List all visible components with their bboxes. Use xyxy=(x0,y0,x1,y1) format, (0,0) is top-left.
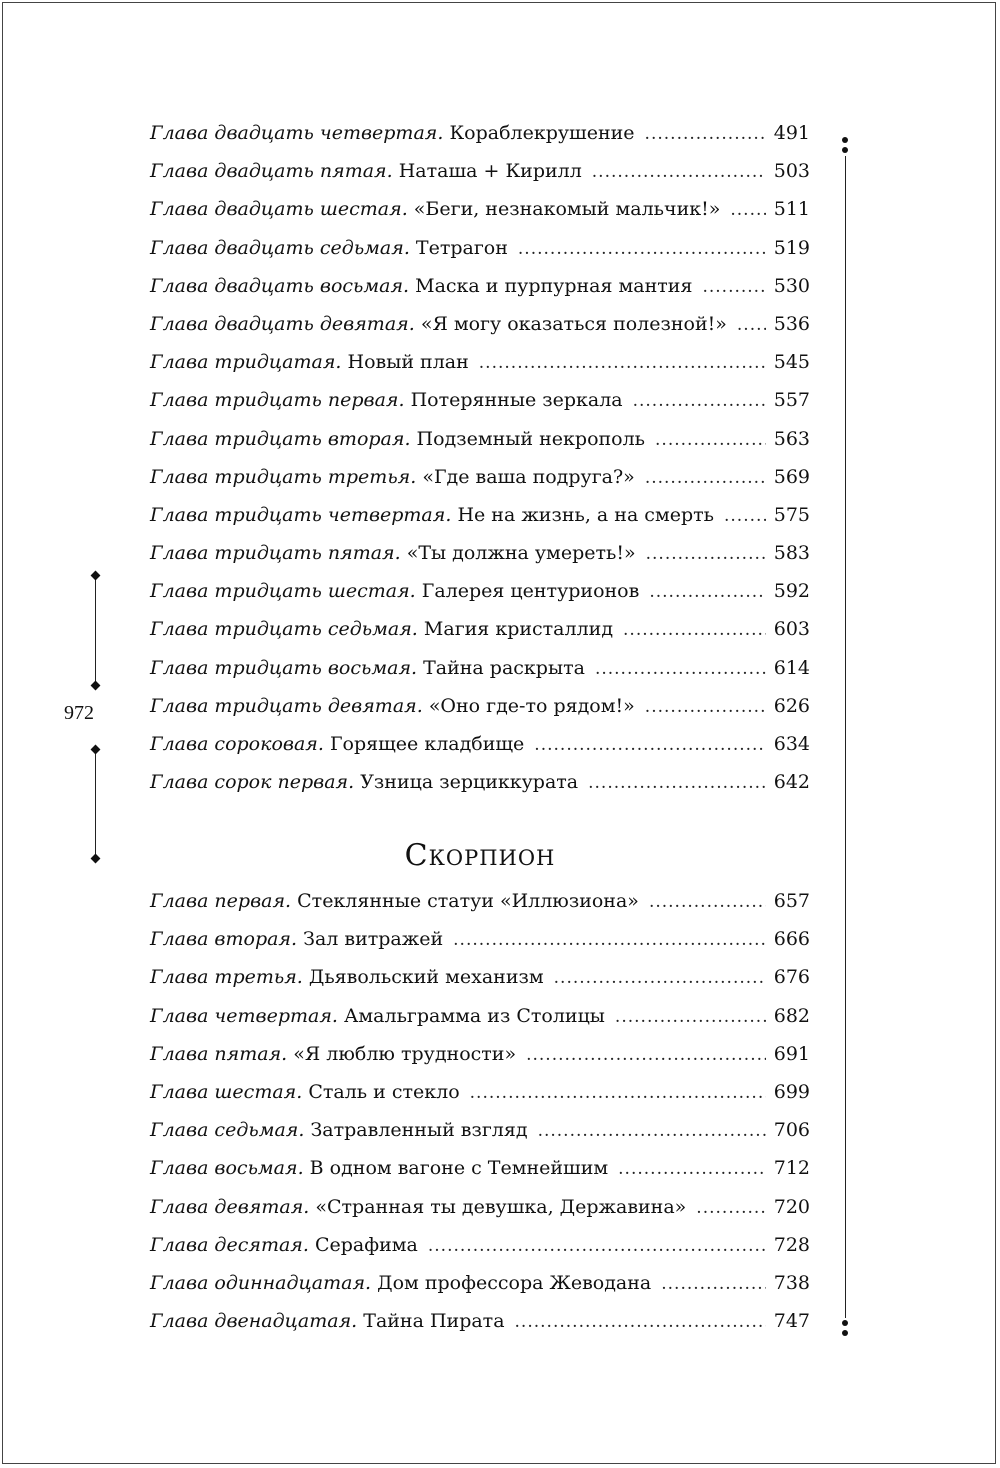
chapter-page: 575 xyxy=(773,503,810,526)
chapter-page: 634 xyxy=(773,733,810,755)
toc-entry xyxy=(150,657,810,695)
chapter-label: Глава сороковая. xyxy=(150,733,324,755)
dot-leader xyxy=(696,1198,765,1218)
chapter-page: 747 xyxy=(773,1310,810,1333)
chapter-title: «Я люблю трудности» xyxy=(293,1042,517,1065)
chapter-title: Дом профессора Жеводана xyxy=(377,1271,652,1294)
toc-entry xyxy=(150,160,810,198)
chapter-title: Потерянные зеркала xyxy=(410,389,623,412)
chapter-label: Глава третья. xyxy=(150,966,303,989)
chapter-page: 728 xyxy=(773,1233,810,1256)
toc-entry xyxy=(150,771,810,809)
dot-leader xyxy=(592,162,766,182)
toc-entry xyxy=(150,966,810,1004)
chapter-label: Глава одиннадцатая. xyxy=(150,1271,372,1294)
chapter-page: 519 xyxy=(773,236,810,259)
toc-entry xyxy=(150,313,810,351)
chapter-title: Тайна Пирата xyxy=(363,1310,505,1333)
chapter-label: Глава двадцать девятая. xyxy=(150,312,415,335)
toc-entry xyxy=(150,695,810,733)
chapter-title: Не на жизнь, а на смерть xyxy=(457,503,714,526)
chapter-label: Глава шестая. xyxy=(150,1080,303,1103)
toc-entry xyxy=(150,428,810,466)
right-vertical-rule xyxy=(845,156,846,1318)
chapter-title: Маска и пурпурная мантия xyxy=(415,274,693,297)
chapter-page: 563 xyxy=(773,427,810,450)
chapter-page: 682 xyxy=(773,1004,810,1027)
ornament-dot-bottom-2 xyxy=(842,1330,848,1336)
dot-leader xyxy=(645,124,766,144)
ornament-dot-bottom-1 xyxy=(842,1320,848,1326)
dot-leader xyxy=(538,1121,766,1141)
toc-entry xyxy=(150,389,810,427)
chapter-label: Глава тридцать четвертая. xyxy=(150,503,452,526)
dot-leader xyxy=(730,200,765,220)
chapter-page: 592 xyxy=(773,580,810,603)
dot-leader xyxy=(649,582,765,602)
dot-leader xyxy=(661,1274,765,1294)
chapter-page: 536 xyxy=(773,312,810,335)
dot-leader xyxy=(453,930,766,950)
toc-entry xyxy=(150,466,810,504)
dot-leader xyxy=(645,468,766,488)
toc-entry xyxy=(150,1272,810,1310)
dot-leader xyxy=(633,391,766,411)
toc-entry xyxy=(150,351,810,389)
chapter-title: Затравленный взгляд xyxy=(310,1119,528,1142)
toc-part-2 xyxy=(150,890,810,1348)
dot-leader xyxy=(655,430,766,450)
dot-leader xyxy=(724,506,766,526)
chapter-page: 676 xyxy=(773,966,810,989)
toc-entry xyxy=(150,733,810,771)
chapter-label: Глава сорок первая. xyxy=(150,771,355,794)
toc-entry xyxy=(150,1005,810,1043)
toc-entry xyxy=(150,542,810,580)
chapter-label: Глава восьмая. xyxy=(150,1157,304,1180)
chapter-title: Галерея центурионов xyxy=(421,580,640,603)
chapter-title: Дьявольский механизм xyxy=(308,966,544,989)
chapter-label: Глава двадцать восьмая. xyxy=(150,274,410,297)
chapter-title: Наташа + Кирилл xyxy=(398,160,582,183)
left-upper-rule xyxy=(95,580,96,682)
chapter-title: Амальграмма из Столицы xyxy=(344,1004,605,1027)
chapter-title: «Где ваша подруга?» xyxy=(422,465,635,488)
page-number: 972 xyxy=(64,702,94,724)
chapter-title: Магия кристаллид xyxy=(423,618,614,641)
dot-leader xyxy=(646,544,766,564)
chapter-page: 545 xyxy=(773,351,810,374)
chapter-title: Тайна раскрыта xyxy=(423,656,585,679)
chapter-title: В одном вагоне с Темнейшим xyxy=(309,1157,609,1180)
chapter-title: Тетрагон xyxy=(415,236,508,259)
chapter-label: Глава вторая. xyxy=(150,928,298,951)
toc-part-1 xyxy=(150,122,810,809)
chapter-page: 691 xyxy=(773,1042,810,1065)
toc-entry xyxy=(150,1234,810,1272)
toc-entry xyxy=(150,122,810,160)
chapter-page: 530 xyxy=(773,274,810,297)
dot-leader xyxy=(515,1312,766,1332)
dot-leader xyxy=(554,968,766,988)
toc-entry xyxy=(150,1310,810,1348)
chapter-page: 699 xyxy=(773,1080,810,1103)
chapter-page: 626 xyxy=(773,694,810,717)
chapter-page: 603 xyxy=(773,618,810,641)
chapter-label: Глава четвертая. xyxy=(150,1004,338,1027)
toc-entry xyxy=(150,928,810,966)
chapter-page: 583 xyxy=(773,542,810,565)
chapter-page: 569 xyxy=(773,465,810,488)
chapter-page: 706 xyxy=(773,1119,810,1142)
chapter-title: Стеклянные статуи «Иллюзиона» xyxy=(297,890,639,912)
chapter-label: Глава двадцать седьмая. xyxy=(150,236,410,259)
toc-entry xyxy=(150,1196,810,1234)
toc-entry xyxy=(150,1157,810,1195)
chapter-label: Глава пятая. xyxy=(150,1042,288,1065)
dot-leader xyxy=(618,1159,766,1179)
toc-entry xyxy=(150,504,810,542)
toc-entry xyxy=(150,618,810,656)
chapter-page: 614 xyxy=(773,656,810,679)
chapter-label: Глава тридцать пятая. xyxy=(150,542,401,565)
dot-leader xyxy=(615,1007,766,1027)
chapter-label: Глава девятая. xyxy=(150,1195,310,1218)
chapter-title: Новый план xyxy=(347,351,469,374)
chapter-label: Глава двенадцатая. xyxy=(150,1310,358,1333)
chapter-title: Кораблекрушение xyxy=(449,122,635,144)
dot-leader xyxy=(737,315,766,335)
chapter-page: 738 xyxy=(773,1271,810,1294)
chapter-label: Глава двадцать пятая. xyxy=(150,160,393,183)
toc-entry xyxy=(150,1081,810,1119)
dot-leader xyxy=(518,239,766,259)
ornament-dot-top-1 xyxy=(842,137,848,143)
dot-leader xyxy=(595,659,766,679)
chapter-title: Подземный некрополь xyxy=(416,427,646,450)
dot-leader xyxy=(645,697,766,717)
section-title: Скорпион xyxy=(404,838,556,873)
chapter-title: Узница зерциккурата xyxy=(360,771,579,794)
chapter-label: Глава тридцать вторая. xyxy=(150,427,411,450)
chapter-title: «Оно где-то рядом!» xyxy=(428,694,635,717)
chapter-label: Глава седьмая. xyxy=(150,1119,305,1142)
chapter-label: Глава двадцать шестая. xyxy=(150,198,408,221)
ornament-dot-top-2 xyxy=(842,147,848,153)
toc-entry xyxy=(150,1043,810,1081)
toc-entry xyxy=(150,275,810,313)
dot-leader xyxy=(428,1236,766,1256)
dot-leader xyxy=(588,773,766,793)
dot-leader xyxy=(534,735,765,755)
chapter-page: 503 xyxy=(773,160,810,183)
chapter-label: Глава десятая. xyxy=(150,1233,309,1256)
toc-entry xyxy=(150,198,810,236)
chapter-page: 642 xyxy=(773,771,810,794)
chapter-label: Глава тридцатая. xyxy=(150,351,342,374)
chapter-page: 720 xyxy=(773,1195,810,1218)
chapter-label: Глава тридцать восьмая. xyxy=(150,656,418,679)
chapter-page: 491 xyxy=(773,122,810,144)
chapter-label: Глава двадцать четвертая. xyxy=(150,122,444,144)
chapter-title: Зал витражей xyxy=(303,928,444,951)
chapter-page: 511 xyxy=(773,198,810,221)
chapter-title: Серафима xyxy=(314,1233,418,1256)
chapter-title: Сталь и стекло xyxy=(308,1080,460,1103)
chapter-label: Глава тридцать шестая. xyxy=(150,580,416,603)
toc-entry xyxy=(150,1119,810,1157)
chapter-title: «Ты должна умереть!» xyxy=(406,542,636,565)
left-lower-rule xyxy=(95,754,96,856)
chapter-page: 657 xyxy=(773,890,810,912)
toc-entry xyxy=(150,237,810,275)
dot-leader xyxy=(470,1083,766,1103)
chapter-page: 666 xyxy=(773,928,810,951)
dot-leader xyxy=(526,1045,766,1065)
toc-entry xyxy=(150,890,810,928)
chapter-title: «Странная ты девушка, Державина» xyxy=(315,1195,687,1218)
chapter-label: Глава тридцать третья. xyxy=(150,465,417,488)
chapter-title: Горящее кладбище xyxy=(329,733,525,755)
chapter-page: 557 xyxy=(773,389,810,412)
chapter-title: «Беги, незнакомый мальчик!» xyxy=(413,198,721,221)
chapter-title: «Я могу оказаться полезной!» xyxy=(420,312,727,335)
chapter-label: Глава тридцать седьмая. xyxy=(150,618,418,641)
dot-leader xyxy=(702,277,765,297)
dot-leader xyxy=(623,620,766,640)
chapter-label: Глава первая. xyxy=(150,890,292,912)
toc-entry xyxy=(150,580,810,618)
chapter-label: Глава тридцать первая. xyxy=(150,389,405,412)
dot-leader xyxy=(479,353,766,373)
dot-leader xyxy=(649,892,766,912)
chapter-label: Глава тридцать девятая. xyxy=(150,694,423,717)
chapter-page: 712 xyxy=(773,1157,810,1180)
